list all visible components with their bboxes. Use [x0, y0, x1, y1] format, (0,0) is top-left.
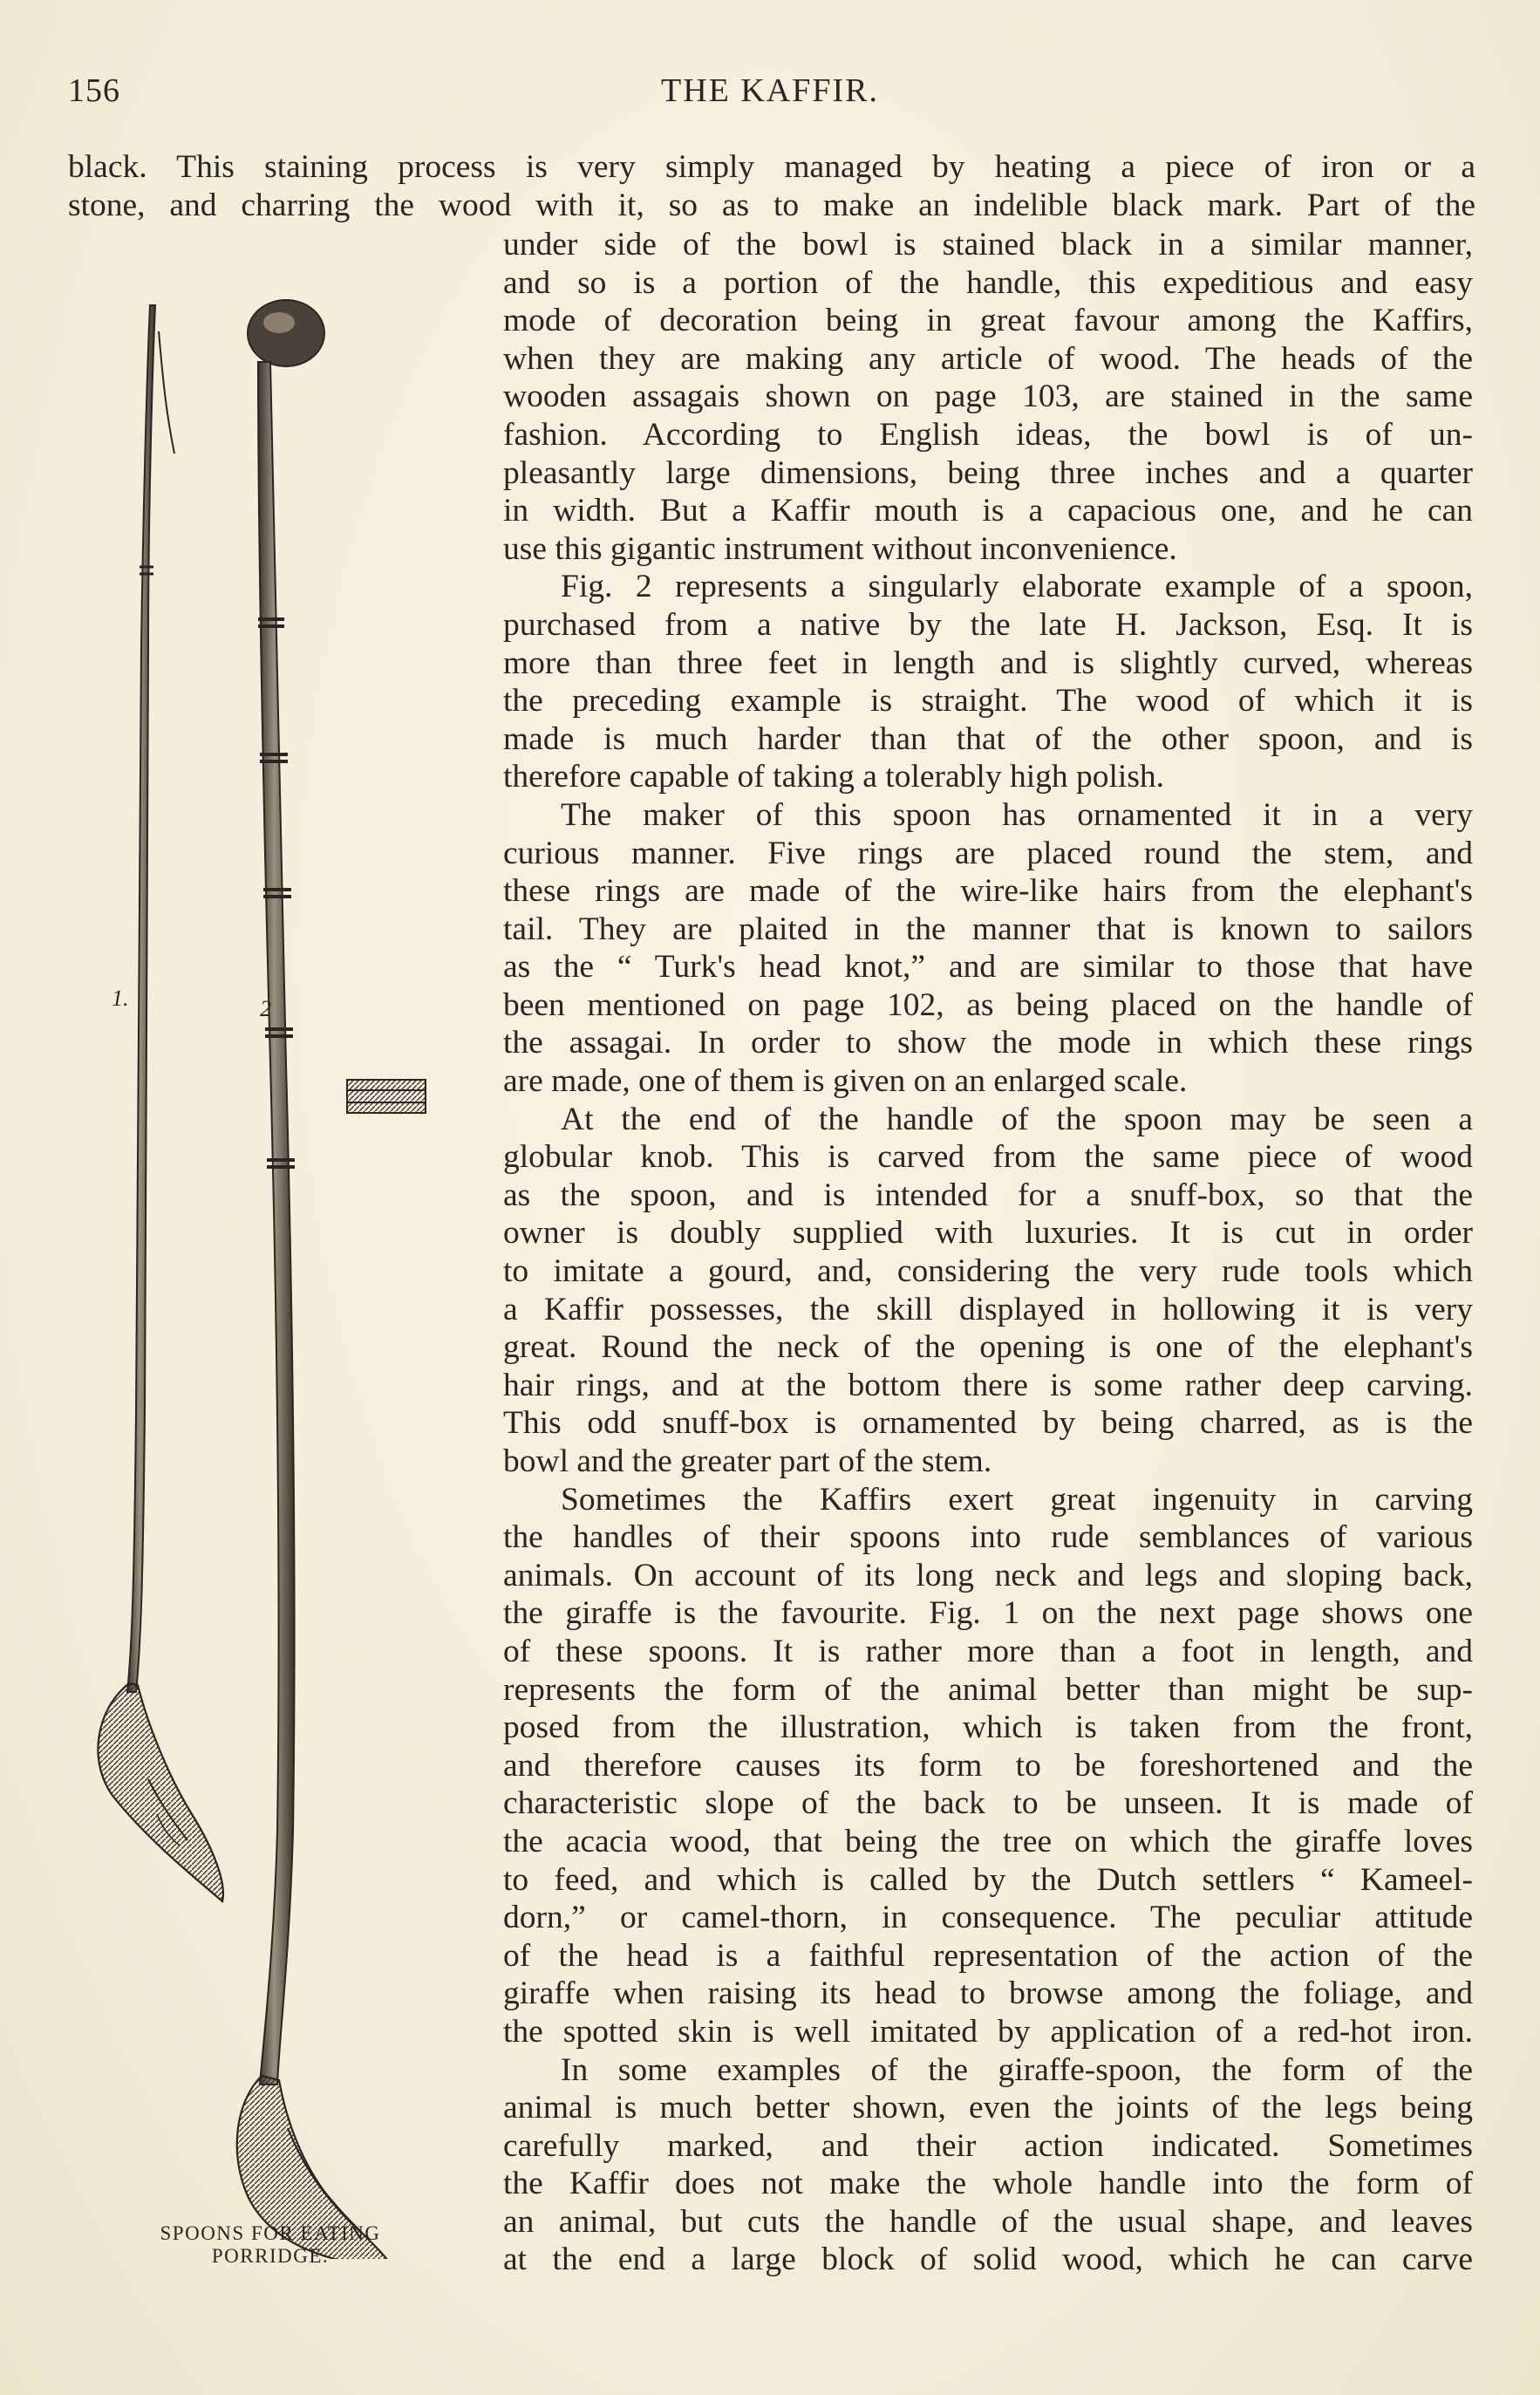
text-line: hair rings, and at the bottom there is some rather deep carving.: [503, 1367, 1473, 1403]
text-line: curious manner. Five rings are placed round the stem, and: [503, 835, 1473, 871]
text-line: the acacia wood, that being the tree on which the giraffe loves: [503, 1823, 1473, 1859]
enlarged-ring-drawing: [347, 1080, 426, 1113]
text-line: in width. But a Kaffir mouth is a capacious one, and he can: [503, 493, 1473, 529]
text-line: the spotted skin is well imitated by application of a red-hot iron.: [503, 2013, 1473, 2050]
text-line: of the head is a faithful representation of the action of the: [503, 1937, 1473, 1974]
text-line: carefully marked, and their action indicated. Sometimes: [503, 2127, 1473, 2164]
text-line: under side of the bowl is stained black in a similar manner,: [503, 227, 1473, 263]
text-line: and so is a portion of the handle, this expeditious and easy: [503, 264, 1473, 301]
text-line: owner is doubly supplied with luxuries. It is cut in order: [503, 1215, 1473, 1252]
text-line: globular knob. This is carved from the same piece of wood: [503, 1139, 1473, 1176]
text-line: pleasantly large dimensions, being three inches and a quarter: [503, 454, 1473, 491]
full-width-line: stone, and charring the wood with it, so as to make an indelible black mark. Part of the: [68, 188, 1475, 223]
text-line: as the spoon, and is intended for a snuff-box, so that the: [503, 1177, 1473, 1213]
text-line: the Kaffir does not make the whole handle into the form of: [503, 2166, 1473, 2202]
text-line: therefore capable of taking a tolerably high polish.: [503, 759, 1165, 795]
page-header: [68, 72, 1472, 115]
running-title: THE KAFFIR.: [660, 72, 880, 109]
text-line: the handles of their spoons into rude semblances of various: [503, 1519, 1473, 1556]
text-line: Fig. 2 represents a singularly elaborate example of a spoon,: [561, 569, 1473, 605]
text-line: and therefore causes its form to be foreshortened and the: [503, 1747, 1473, 1784]
text-line: more than three feet in length and is slightly curved, whereas: [503, 645, 1473, 681]
text-line: animal is much better shown, even the joints of the legs being: [503, 2090, 1473, 2126]
text-line: purchased from a native by the late H. Jackson, Esq. It is: [503, 606, 1473, 643]
text-line: when they are making any article of wood. The heads of the: [503, 340, 1473, 377]
text-line: made is much harder than that of the other spoon, and is: [503, 720, 1473, 757]
text-line: as the “ Turk's head knot,” and are similar to those that have: [503, 949, 1473, 986]
text-line: giraffe when raising its head to browse among the foliage, and: [503, 1975, 1473, 2012]
full-width-line: black. This staining process is very simply managed by heating a piece of iron or a: [68, 149, 1475, 185]
text-line: these rings are made of the wire-like hairs from the elephant's: [503, 873, 1473, 910]
figure-caption: [87, 2222, 453, 2268]
figure-label-1: 1.: [112, 986, 129, 1011]
spoons-engraving: [61, 279, 462, 2259]
text-line: the preceding example is straight. The wood of which it is: [503, 683, 1473, 720]
text-line: use this gigantic instrument without inconvenience.: [503, 530, 1177, 567]
text-line: the giraffe is the favourite. Fig. 1 on the next page shows one: [503, 1595, 1473, 1632]
text-line: wooden assagais shown on page 103, are stained in the same: [503, 379, 1473, 415]
text-line: great. Round the neck of the opening is one of the elephant's: [503, 1329, 1473, 1366]
figure-label-2: 2: [260, 996, 271, 1021]
text-line: animals. On account of its long neck and legs and sloping back,: [503, 1557, 1473, 1593]
text-line: posed from the illustration, which is taken from the front,: [503, 1709, 1473, 1746]
spoon-1-drawing: [98, 305, 223, 1901]
text-line: an animal, but cuts the handle of the usual shape, and leaves: [503, 2203, 1473, 2240]
text-line: bowl and the greater part of the stem.: [503, 1443, 992, 1479]
text-line: In some examples of the giraffe-spoon, the form of the: [561, 2051, 1473, 2088]
text-line: been mentioned on page 102, as being placed on the handle of: [503, 986, 1473, 1023]
text-line: fashion. According to English ideas, the bowl is of un-: [503, 416, 1473, 453]
text-line: are made, one of them is given on an enlarged scale.: [503, 1063, 1188, 1100]
text-line: a Kaffir possesses, the skill displayed in hollowing it is very: [503, 1291, 1473, 1327]
text-line: to imitate a gourd, and, considering the very rude tools which: [503, 1253, 1473, 1290]
page-number: 156: [68, 72, 120, 109]
spoons-illustration: [61, 279, 462, 2259]
text-line: Sometimes the Kaffirs exert great ingenuity in carving: [561, 1481, 1473, 1518]
text-line: the assagai. In order to show the mode in which these rings: [503, 1025, 1473, 1061]
text-line: This odd snuff-box is ornamented by being charred, as is the: [503, 1405, 1473, 1442]
spoon-2-drawing: [237, 300, 392, 2259]
text-line: represents the form of the animal better than might be sup-: [503, 1671, 1473, 1708]
text-line: characteristic slope of the back to be unseen. It is made of: [503, 1785, 1473, 1822]
text-column: [503, 226, 1473, 2279]
text-line: dorn,” or camel-thorn, in consequence. The peculiar attitude: [503, 1900, 1473, 1936]
caption-line: SPOONS FOR EATING: [160, 2222, 381, 2244]
caption-line: PORRIDGE.: [211, 2245, 330, 2267]
text-line: At the end of the handle of the spoon may be seen a: [561, 1101, 1473, 1137]
text-line: The maker of this spoon has ornamented it in a very: [561, 796, 1473, 833]
text-line: tail. They are plaited in the manner that is known to sailors: [503, 911, 1473, 947]
text-line: mode of decoration being in great favour among the Kaffirs,: [503, 303, 1473, 339]
text-line: of these spoons. It is rather more than a foot in length, and: [503, 1633, 1473, 1669]
text-line: to feed, and which is called by the Dutch settlers “ Kameel-: [503, 1861, 1473, 1898]
text-line: at the end a large block of solid wood, which he can carve: [503, 2241, 1473, 2278]
